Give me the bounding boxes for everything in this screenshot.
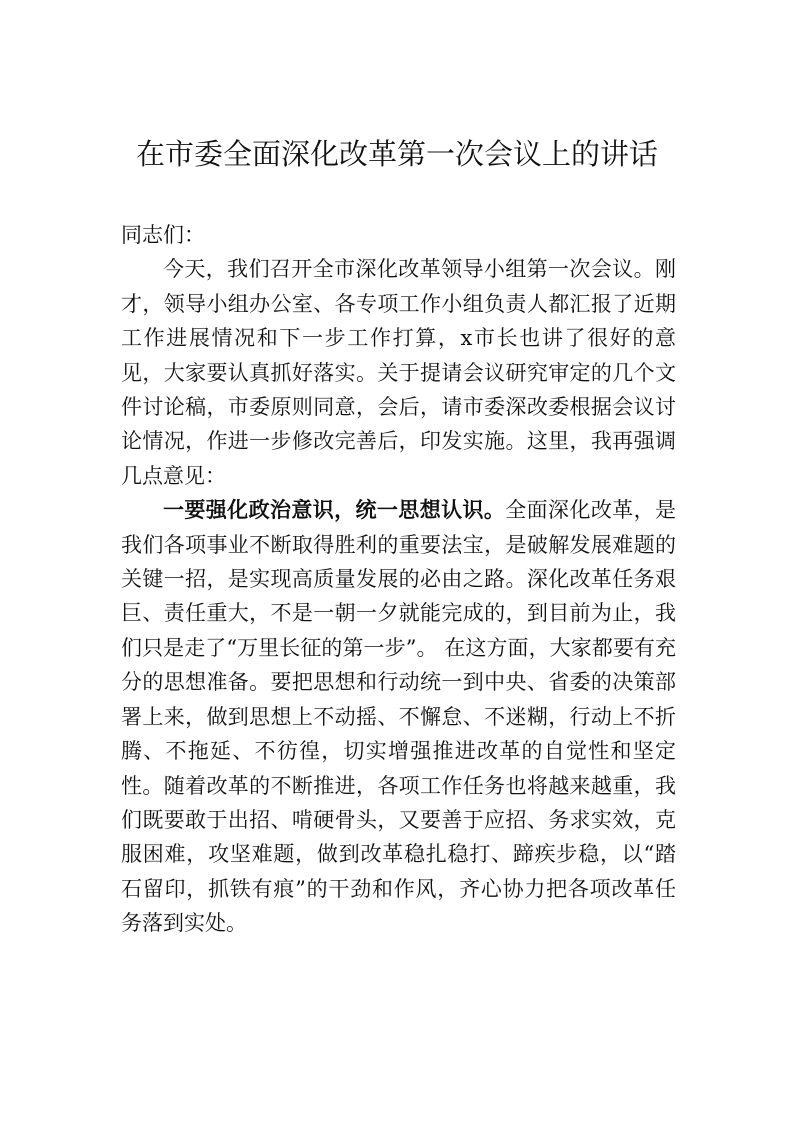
salutation: 同志们：	[121, 223, 205, 247]
paragraph-point-one-text: 全面深化改革，是我们各项事业不断取得胜利的重要法宝，是破解发展难题的关键一招，是实现高质量发展的必由之路。深化改革任务艰巨、责任重大，不是一朝一夕就能完成的，到目前为止，我们只是走了“万里长征的第一步”。 在这方面，大家都要有充分的思想准备。要把思想和行动统一到中央、省委的决策部署上来，做到思想上不动摇、不懈怠、不迷糊，行动上不折腾、不拖延、不彷徨，切实增强推进改革的自觉性和坚定性。随着改革的不断推进，各项工作任务也将越来越重，我们既要敢于出招、啃硬骨头，又要善于应招、务求实效，克 服困难，攻坚难题，做到改革稳扎稳打、蹄疾步稳，以“踏石留印，抓铁有痕”的干劲和作风，齐心协力把各项改革任务落到实处。	[121, 498, 677, 936]
document-title: 在市委全面深化改革第一次会议上的讲话	[135, 137, 658, 171]
paragraph-point-one-heading: 一要强化政治意识，统一思想认识。	[163, 497, 506, 523]
paragraph-point-one	[121, 493, 676, 940]
paragraph-opening: 今天，我们召开全市深化改革领导小组第一次会议。刚才，领导小组办公室、各专项工作小组负责人都汇报了近期工作进展情况和下一步工作打算，x市长也讲了很好的意见，大家要认真抓好落实。关于提请会议研究审定的几个文件讨论稿，市委原则同意，会后，请市委深改委根据会议讨论情况，作进一步修改完善后，印发实施。这里，我再强调几点意见：	[121, 257, 676, 488]
document-body	[121, 218, 676, 941]
